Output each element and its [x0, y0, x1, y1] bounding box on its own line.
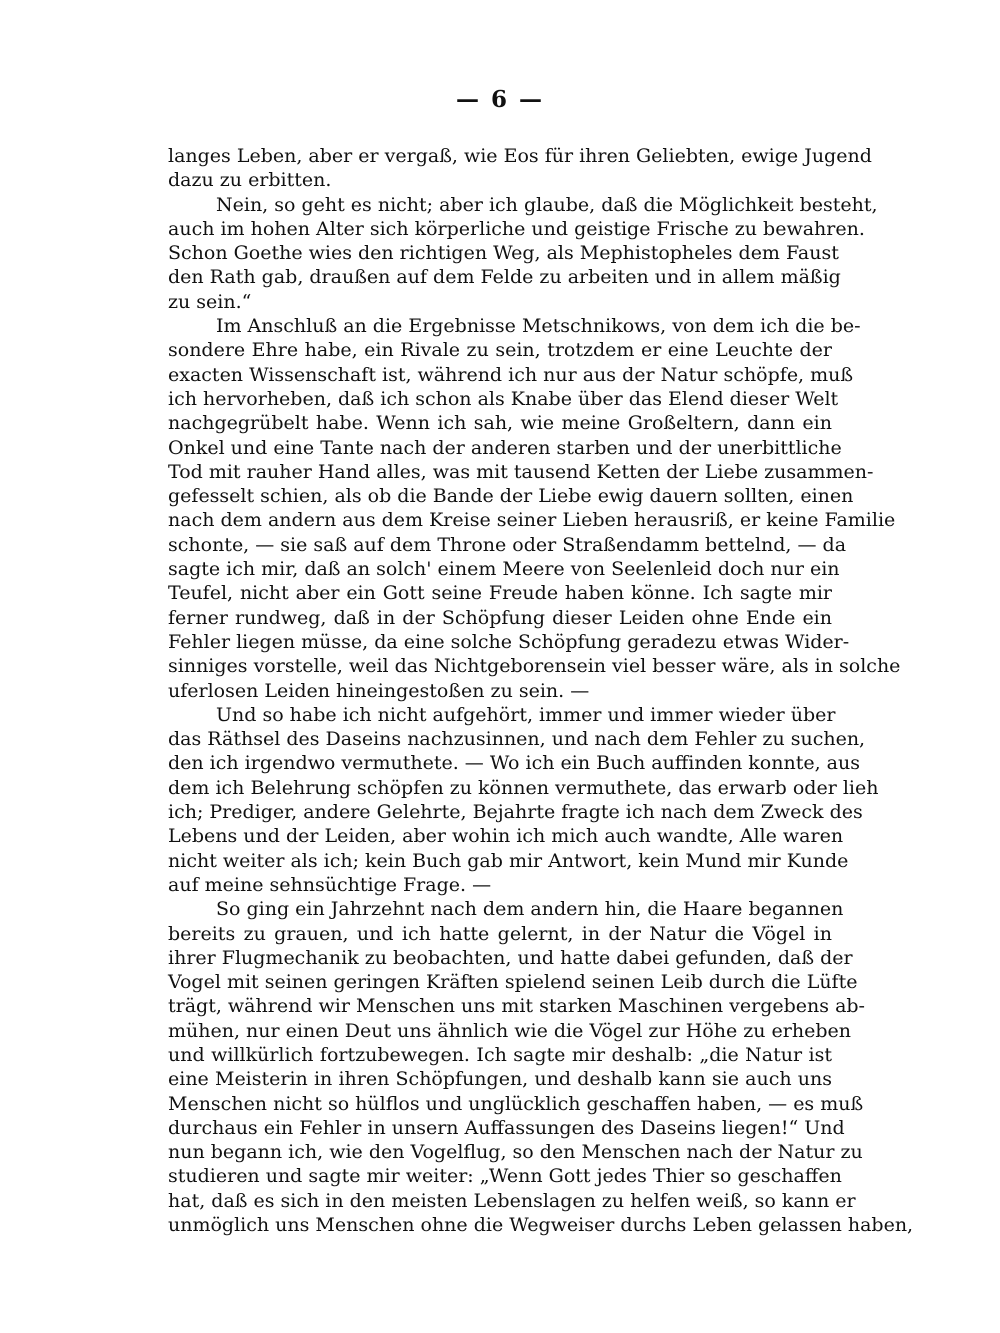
text-line: nicht weiter als ich; kein Buch gab mir Antwort, kein Mund mir Kunde — [168, 849, 849, 872]
text-line: schonte, — sie saß auf dem Throne oder Straßendamm bettelnd, — da — [168, 533, 847, 556]
text-line: So ging ein Jahrzehnt nach dem andern hin, die Haare begannen — [216, 898, 844, 921]
text-line: dem ich Belehrung schöpfen zu können vermuthete, das erwarb oder lieh — [168, 776, 879, 799]
text-line: ich; Prediger, andere Gelehrte, Bejahrte fragte ich nach dem Zweck des — [168, 801, 863, 824]
text-line: unmöglich uns Menschen ohne die Wegweiser durchs Leben gelassen haben, — [168, 1214, 914, 1237]
text-line: ihrer Flugmechanik zu beobachten, und hatte dabei gefunden, daß der — [168, 946, 853, 969]
text-line: Vogel mit seinen geringen Kräften spielend seinen Leib durch die Lüfte — [168, 971, 858, 994]
text-line: Nein, so geht es nicht; aber ich glaube, daß die Möglichkeit besteht, — [216, 193, 878, 216]
text-line: ich hervorheben, daß ich schon als Knabe über das Elend dieser Welt — [168, 387, 839, 410]
page-number: — 6 — — [455, 86, 545, 113]
text-line: dazu zu erbitten. — [168, 169, 332, 192]
text-line: das Räthsel des Daseins nachzusinnen, und nach dem Fehler zu suchen, — [168, 728, 866, 751]
text-line: Menschen nicht so hülflos und unglücklich geschaffen haben, — es muß — [168, 1092, 864, 1115]
text-line: sagte ich mir, daß an solch' einem Meere von Seelenleid doch nur ein — [168, 558, 840, 581]
text-line: nun begann ich, wie den Vogelflug, so den Menschen nach der Natur zu — [168, 1141, 863, 1164]
body-text — [168, 144, 914, 1237]
text-line: Und so habe ich nicht aufgehört, immer und immer wieder über — [216, 703, 836, 726]
text-line: Lebens und der Leiden, aber wohin ich mich auch wandte, Alle waren — [168, 825, 844, 848]
text-line: den ich irgendwo vermuthete. — Wo ich ein Buch auffinden konnte, aus — [168, 752, 860, 775]
text-line: exacten Wissenschaft ist, während ich nur aus der Natur schöpfe, muß — [168, 363, 854, 386]
text-line: zu sein.“ — [168, 290, 252, 313]
text-line: auch im hohen Alter sich körperliche und geistige Frische zu bewahren. — [168, 217, 865, 240]
text-line: bereits zu grauen, und ich hatte gelernt, in der Natur die Vögel in — [168, 922, 832, 945]
text-line: Onkel und eine Tante nach der anderen starben und der unerbittliche — [168, 436, 842, 459]
text-line: nach dem andern aus dem Kreise seiner Lieben herausriß, er keine Familie — [168, 509, 896, 532]
text-line: uferlosen Leiden hineingestoßen zu sein. — — [168, 679, 590, 702]
text-line: den Rath gab, draußen auf dem Felde zu arbeiten und in allem mäßig — [168, 266, 841, 289]
text-line: durchaus ein Fehler in unsern Auffassungen des Daseins liegen!“ Und — [168, 1116, 845, 1139]
text-line: studieren und sagte mir weiter: „Wenn Gott jedes Thier so geschaffen — [168, 1165, 842, 1188]
text-line: ferner rundweg, daß in der Schöpfung dieser Leiden ohne Ende ein — [168, 606, 832, 629]
text-line: Fehler liegen müsse, da eine solche Schöpfung geradezu etwas Wider- — [168, 630, 850, 653]
text-line: hat, daß es sich in den meisten Lebenslagen zu helfen weiß, so kann er — [168, 1189, 856, 1212]
text-line: Schon Goethe wies den richtigen Weg, als Mephistopheles dem Faust — [168, 242, 839, 265]
text-line: langes Leben, aber er vergaß, wie Eos für ihren Geliebten, ewige Jugend — [168, 145, 872, 167]
text-line: Im Anschluß an die Ergebnisse Metschnikows, von dem ich die be- — [216, 315, 861, 338]
text-line: nachgegrübelt habe. Wenn ich sah, wie meine Großeltern, dann ein — [168, 412, 832, 435]
text-line: gefesselt schien, als ob die Bande der Liebe ewig dauern sollten, einen — [168, 485, 854, 508]
text-line: Teufel, nicht aber ein Gott seine Freude haben könne. Ich sagte mir — [168, 582, 832, 605]
text-line: eine Meisterin in ihren Schöpfungen, und deshalb kann sie auch uns — [168, 1068, 832, 1091]
text-line: und willkürlich fortzubewegen. Ich sagte mir deshalb: „die Natur ist — [168, 1043, 832, 1066]
text-line: sondere Ehre habe, ein Rivale zu sein, trotzdem er eine Leuchte der — [168, 339, 832, 362]
text-line: sinniges vorstelle, weil das Nichtgeborensein viel besser wäre, als in solche — [168, 655, 901, 678]
text-line: auf meine sehnsüchtige Frage. — — [168, 873, 492, 896]
text-line: mühen, nur einen Deut uns ähnlich wie die Vögel zur Höhe zu erheben — [168, 1019, 851, 1042]
text-line: Tod mit rauher Hand alles, was mit tausend Ketten der Liebe zusammen- — [168, 460, 874, 483]
text-line: trägt, während wir Menschen uns mit starken Maschinen vergebens ab- — [168, 995, 865, 1018]
